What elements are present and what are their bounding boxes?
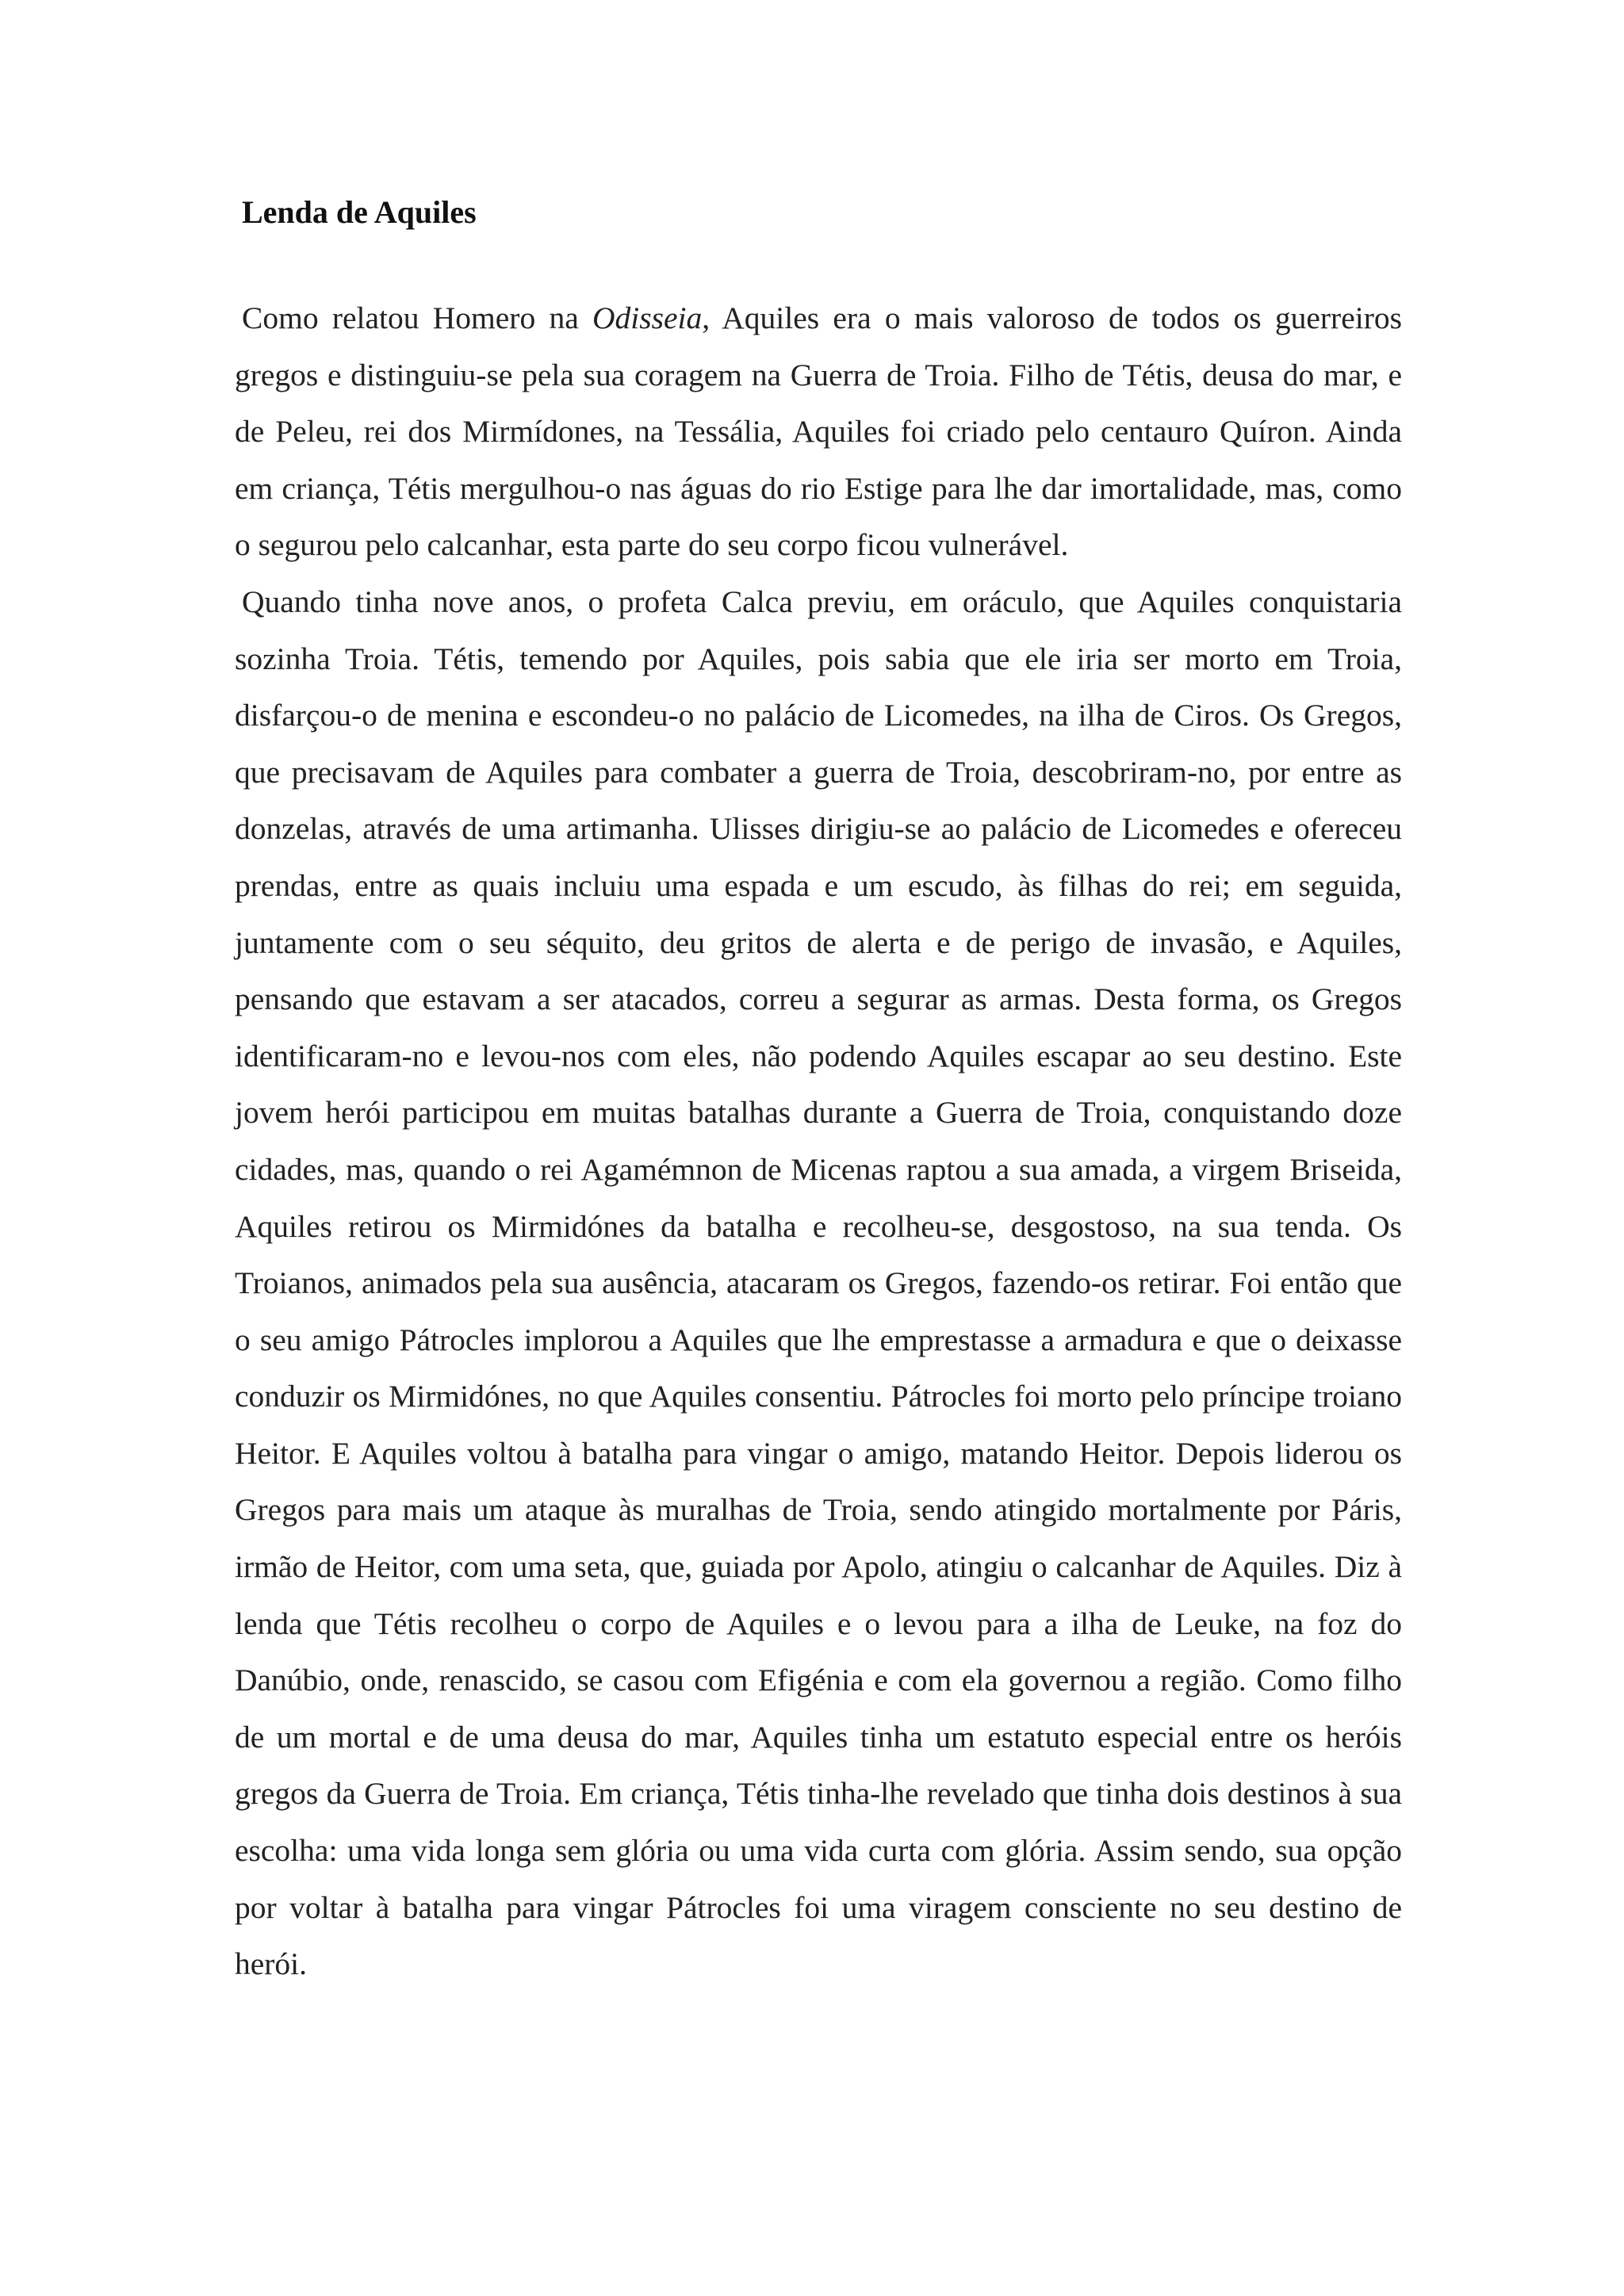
document-body <box>235 290 1402 1993</box>
document-title: Lenda de Aquiles <box>242 194 477 230</box>
paragraph-1-text-start: Como relatou Homero na <box>242 300 593 335</box>
paragraph-2: Quando tinha nove anos, o profeta Calca previu, em oráculo, que Aquiles conquistaria sozinha Troia. Tétis, temendo por Aquiles, pois sabia que ele iria ser morto em Troia, disfarçou-o de menina e escondeu-o no palácio de Licomedes, na ilha de Ciros. Os Gregos, que precisavam de Aquiles para combater a guerra de Troia, descobriram-no, por entre as donzelas, através de uma artimanha. Ulisses dirigiu-se ao palácio de Licomedes e ofereceu prendas, entre as quais incluiu uma espada e um escudo, às filhas do rei; em seguida, juntamente com o seu séquito, deu gritos de alerta e de perigo de invasão, e Aquiles, pensando que estavam a ser atacados, correu a segurar as armas. Desta forma, os Gregos identificaram-no e levou-nos com eles, não podendo Aquiles escapar ao seu destino. Este jovem herói participou em muitas batalhas durante a Guerra de Troia, conquistando doze cidades, mas, quando o rei Agamémnon de Micenas raptou a sua amada, a virgem Briseida, Aquiles retirou os Mirmidónes da batalha e recolheu-se, desgostoso, na sua tenda. Os Troianos, animados pela sua ausência, atacaram os Gregos, fazendo-os retirar. Foi então que o seu amigo Pátrocles implorou a Aquiles que lhe emprestasse a armadura e que o deixasse conduzir os Mirmidónes, no que Aquiles consentiu. Pátrocles foi morto pelo príncipe troiano Heitor. E Aquiles voltou à batalha para vingar o amigo, matando Heitor. Depois liderou os Gregos para mais um ataque às muralhas de Troia, sendo atingido mortalmente por Páris, irmão de Heitor, com uma seta, que, guiada por Apolo, atingiu o calcanhar de Aquiles. Diz à lenda que Tétis recolheu o corpo de Aquiles e o levou para a ilha de Leuke, na foz do Danúbio, onde, renascido, se casou com Efigénia e com ela governou a região. Como filho de um mortal e de uma deusa do mar, Aquiles tinha um estatuto especial entre os heróis gregos da Guerra de Troia. Em criança, Tétis tinha-lhe revelado que tinha dois destinos à sua escolha: uma vida longa sem glória ou uma vida curta com glória. Assim sendo, sua opção por voltar à batalha para vingar Pátrocles foi uma viragem consciente no seu destino de herói. <box>235 584 1402 1982</box>
paragraph-1 <box>235 290 1402 574</box>
work-title-odisseia: Odisseia <box>592 300 703 335</box>
paragraph-1-text-end: , Aquiles era o mais valoroso de todos os guerreiros gregos e distinguiu-se pela sua coragem na Guerra de Troia. Filho de Tétis, deusa do mar, e de Peleu, rei dos Mirmídones, na Tessália, Aquiles foi criado pelo centauro Quíron. Ainda em criança, Tétis mergulhou-o nas águas do rio Estige para lhe dar imortalidade, mas, como o segurou pelo calcanhar, esta parte do seu corpo ficou vulnerável. <box>235 300 1402 563</box>
